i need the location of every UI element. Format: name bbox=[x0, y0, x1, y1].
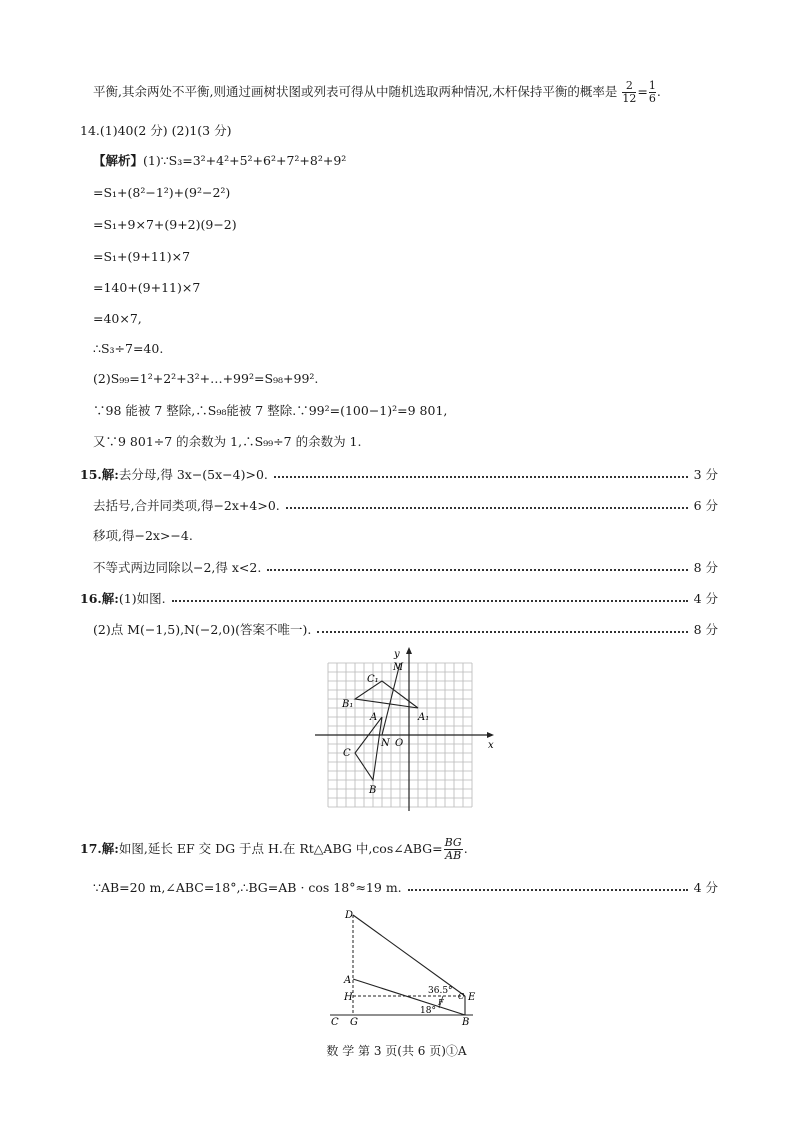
continuation-line: 平衡,其余两处不平衡,则通过画树状图或列表可得从中随机选取两种情况,木杆保持平衡的概率是 $\frac{2}{12}$ = $\frac{1}{6}$ . bbox=[93, 79, 661, 105]
fraction-1-6: $\frac{1}{6}$ bbox=[648, 79, 656, 105]
label-b: B bbox=[462, 1017, 470, 1028]
q14-line: (2)S₉₉=1²+2²+3²+…+99²=S₉₈+99². bbox=[93, 371, 319, 386]
leader-dots bbox=[274, 476, 688, 478]
q14-line1: (1)∵S₃=3²+4²+5²+6²+7²+8²+9² bbox=[143, 153, 347, 168]
q14-line: ∴S₃÷7=40. bbox=[93, 341, 164, 356]
q14-line: 又∵9 801÷7 的余数为 1,∴S₉₉÷7 的余数为 1. bbox=[93, 434, 362, 449]
label-o: O bbox=[395, 738, 404, 749]
label-x: x bbox=[488, 740, 494, 751]
q15-step2-row: 去括号,合并同类项,得−2x+4>0. 6 分 bbox=[93, 498, 718, 513]
q16-step2-row: (2)点 M(−1,5),N(−2,0)(答案不唯一). 8 分 bbox=[93, 622, 718, 637]
score: 8 分 bbox=[693, 622, 718, 637]
q14-line: =140+(9+11)×7 bbox=[93, 280, 201, 295]
angle-18: 18° bbox=[420, 1006, 436, 1016]
label-f: F bbox=[438, 998, 444, 1007]
q15-step4-row: 不等式两边同除以−2,得 x<2. 8 分 bbox=[93, 560, 718, 575]
label-c: C bbox=[343, 748, 351, 759]
score: 8 分 bbox=[693, 560, 718, 575]
q14-line: =40×7, bbox=[93, 311, 142, 326]
q17-geometry-figure bbox=[325, 903, 485, 1031]
q15-step1-row: 15.解:去分母,得 3x−(5x−4)>0. 3 分 bbox=[80, 467, 718, 482]
label-c-prime: C bbox=[458, 992, 465, 1001]
leader-dots bbox=[286, 507, 688, 509]
label-e: E bbox=[468, 992, 476, 1003]
label-g: G bbox=[350, 1017, 358, 1028]
label-m: M bbox=[393, 662, 404, 673]
label-b: B bbox=[369, 785, 377, 796]
label-d: D bbox=[345, 910, 354, 921]
q14-header: 14.(1)40(2 分) (2)1(3 分) bbox=[80, 123, 232, 138]
score: 6 分 bbox=[693, 498, 718, 513]
label-h: H bbox=[344, 992, 353, 1003]
label-y: y bbox=[394, 649, 400, 660]
q16-step1-row: 16.解:(1)如图. 4 分 bbox=[80, 591, 718, 606]
label-b1: B₁ bbox=[342, 699, 354, 710]
q14-line: =S₁+9×7+(9+2)(9−2) bbox=[93, 217, 237, 232]
coordinate-grid-figure bbox=[310, 645, 500, 815]
score: 4 分 bbox=[693, 591, 718, 606]
leader-dots bbox=[267, 569, 687, 571]
y-axis-arrow-icon bbox=[406, 647, 412, 654]
angle-36-5: 36.5° bbox=[428, 986, 453, 996]
score: 3 分 bbox=[693, 467, 718, 482]
fraction-bg-ab: $\frac{BG}{AB}$ bbox=[444, 836, 462, 862]
label-a: A bbox=[344, 975, 352, 986]
analysis-label: 【解析】 bbox=[93, 153, 144, 168]
leader-dots bbox=[408, 889, 688, 891]
label-c1: C₁ bbox=[367, 674, 379, 685]
q14-line: =S₁+(8²−1²)+(9²−2²) bbox=[93, 185, 231, 200]
score: 4 分 bbox=[693, 880, 718, 895]
label-a: A bbox=[370, 712, 378, 723]
label-n: N bbox=[381, 738, 390, 749]
leader-dots bbox=[172, 600, 688, 602]
page-footer: 数 学 第 3 页(共 6 页)①A bbox=[326, 1044, 467, 1058]
q15-step3: 移项,得−2x>−4. bbox=[93, 528, 193, 543]
x-axis-arrow-icon bbox=[487, 732, 494, 738]
q14-line: ∵98 能被 7 整除,∴S₉₈能被 7 整除.∵99²=(100−1)²=9 801, bbox=[93, 403, 448, 418]
triangle-abc bbox=[355, 717, 382, 780]
q14-line: =S₁+(9+11)×7 bbox=[93, 249, 191, 264]
leader-dots bbox=[317, 631, 687, 633]
fraction-2-12: $\frac{2}{12}$ bbox=[622, 79, 637, 105]
label-c: C bbox=[331, 1017, 339, 1028]
q17-step1: 17.解:如图,延长 EF 交 DG 于点 H.在 Rt△ABG 中,cos∠ABG= $\frac{BG}{AB}$ . bbox=[80, 836, 468, 862]
q17-step2-row: ∵AB=20 m,∠ABC=18°,∴BG=AB · cos 18°≈19 m. 4 分 bbox=[93, 879, 718, 895]
continuation-text: 平衡,其余两处不平衡,则通过画树状图或列表可得从中随机选取两种情况,木杆保持平衡的概率是 bbox=[93, 84, 618, 99]
q14-analysis-line bbox=[93, 152, 346, 170]
label-a1: A₁ bbox=[418, 712, 430, 723]
